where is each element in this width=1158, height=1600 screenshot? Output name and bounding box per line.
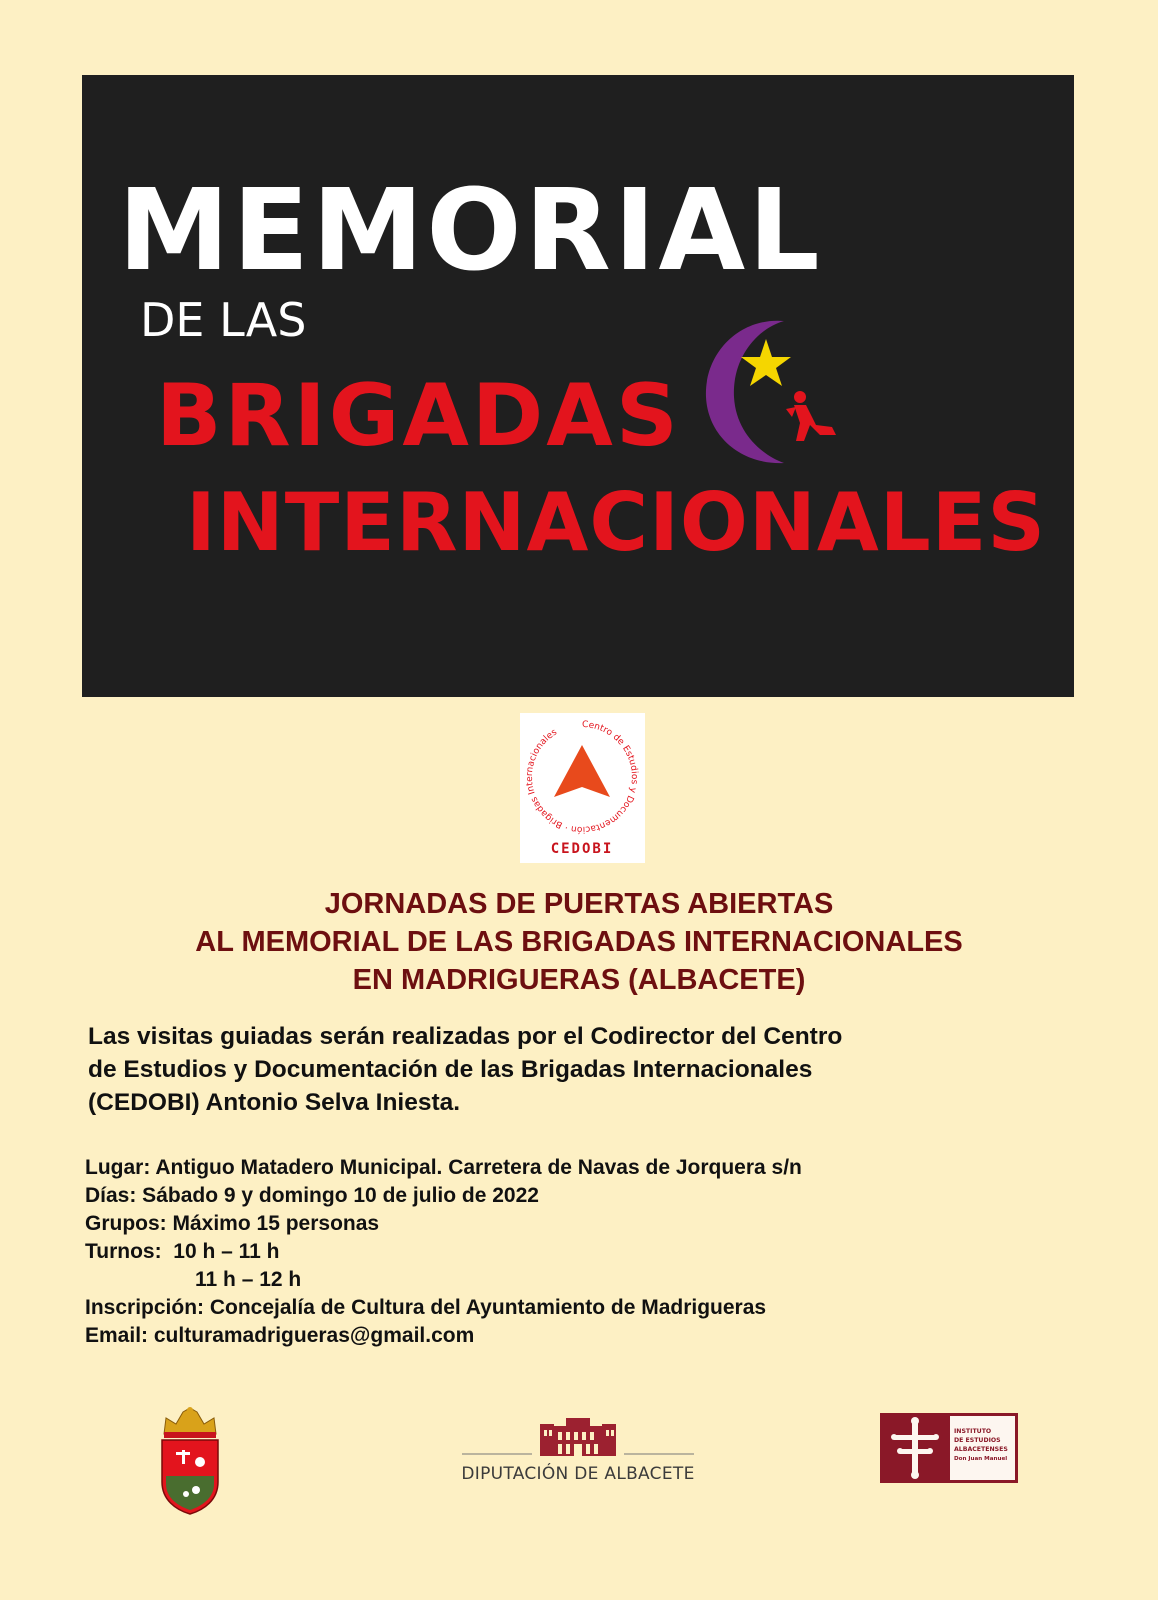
headline-line-1: JORNADAS DE PUERTAS ABIERTAS [324,888,834,920]
cedobi-label: CEDOBI [550,841,614,857]
instituto-text-panel [950,1416,1015,1480]
event-details [85,1154,1085,1350]
headline-line-2: AL MEMORIAL DE LAS BRIGADAS INTERNACIONALES [195,926,963,958]
instituto-line-1: INSTITUTO [954,1428,992,1435]
banner-title-memorial: MEMORIAL [118,166,823,296]
detail-grupos: Grupos: Máximo 15 personas [85,1212,380,1235]
diputacion-name: DIPUTACIÓN DE ALBACETE [461,1464,695,1484]
banner-title-de-las: DE LAS [140,293,307,347]
detail-turno-1: Turnos: 10 h – 11 h [85,1240,280,1263]
cross-emblem-icon [880,1413,950,1483]
detail-email[interactable]: Email: culturamadrigueras@gmail.com [85,1324,475,1347]
palace-building-icon [460,1414,696,1460]
instituto-estudios-albacetenses-logo [880,1413,1018,1483]
instituto-line-3: ALBACETENSES [954,1446,1008,1453]
banner-title-internacionales: INTERNACIONALES [186,476,1046,569]
instituto-line-2: DE ESTUDIOS [954,1437,1001,1444]
diputacion-albacete-logo [460,1414,696,1484]
intro-paragraph [88,1020,1088,1119]
memorial-banner [82,75,1074,697]
detail-lugar: Lugar: Antiguo Matadero Municipal. Carretera de Navas de Jorquera s/n [85,1156,802,1179]
intro-line-1: Las visitas guiadas serán realizadas por el Codirector del Centro [88,1023,843,1050]
event-headline [40,885,1118,999]
detail-turno-2: 11 h – 12 h [195,1268,302,1291]
coat-of-arms-icon [156,1404,224,1516]
cedobi-logo [520,713,645,863]
detail-inscripcion: Inscripción: Concejalía de Cultura del Ayuntamiento de Madrigueras [85,1296,767,1319]
instituto-line-4: Don Juan Manuel [954,1456,1008,1462]
intro-line-3: (CEDOBI) Antonio Selva Iniesta. [88,1089,461,1116]
red-triangle-icon [554,745,610,797]
detail-dias: Días: Sábado 9 y domingo 10 de julio de 2022 [85,1184,539,1207]
cedobi-seal-icon [520,713,645,863]
madrigueras-coat-of-arms [156,1404,224,1516]
intro-line-2: de Estudios y Documentación de las Brigadas Internacionales [88,1056,813,1083]
headline-line-3: EN MADRIGUERAS (ALBACETE) [352,964,806,996]
moon-star-emblem-icon [692,313,862,473]
banner-title-brigadas: BRIGADAS [156,366,681,466]
cedobi-ring-text: Centro de Estudios y Documentación · Brigadas Internacionales [524,719,639,835]
